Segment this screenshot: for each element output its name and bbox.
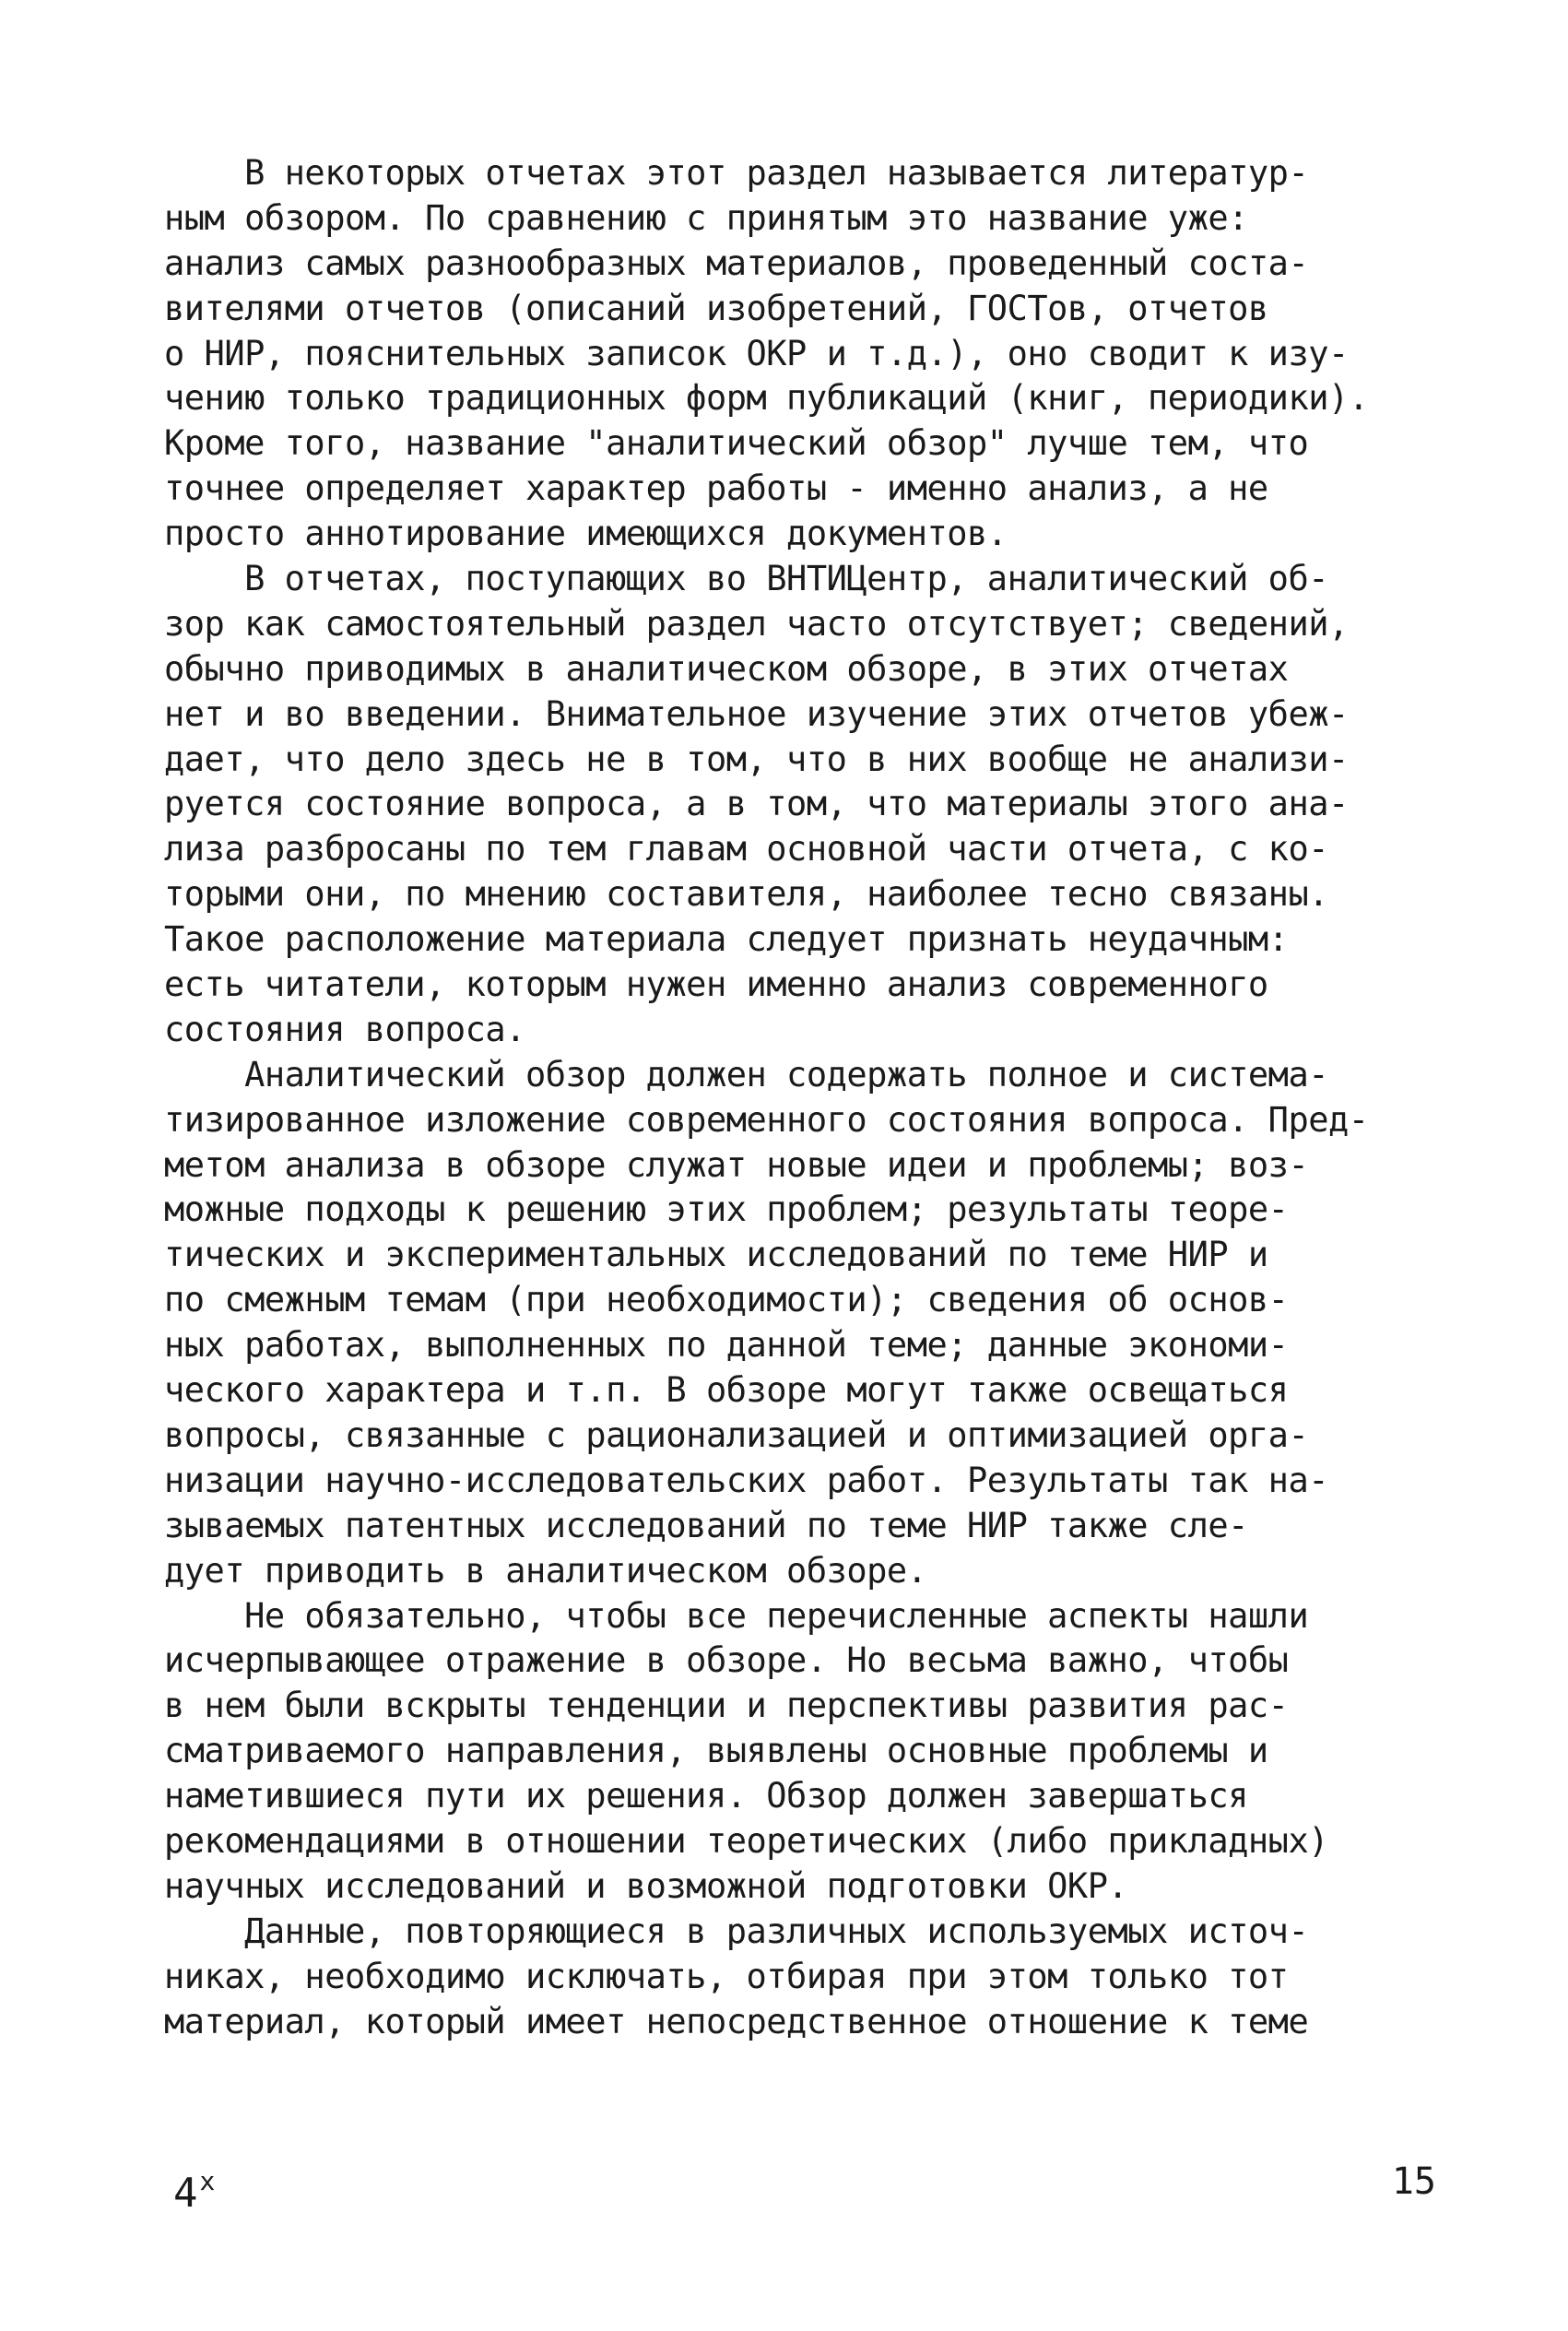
text-line: рекомендациями в отношении теоретических (либо прикладных): [164, 1820, 1329, 1861]
text-line: точнее определяет характер работы - именно анализ, а не: [164, 468, 1268, 509]
text-line: чению только традиционных форм публикаций (книг, периодики).: [164, 378, 1369, 419]
text-line: метом анализа в обзоре служат новые идеи и проблемы; воз-: [164, 1144, 1309, 1185]
text-line: по смежным темам (при необходимости); сведения об основ-: [164, 1280, 1289, 1320]
text-line: просто аннотирование имеющихся документов.: [164, 514, 1008, 554]
page-number: 15: [1391, 2160, 1436, 2203]
text-line: Не обязательно, чтобы все перечисленные аспекты нашли: [164, 1595, 1309, 1636]
text-line: дает, что дело здесь не в том, что в них вообще не анализи-: [164, 739, 1349, 779]
text-line: сматриваемого направления, выявлены основные проблемы и: [164, 1731, 1268, 1771]
text-line: торыми они, по мнению составителя, наиболее тесно связаны.: [164, 874, 1329, 915]
text-line: Аналитический обзор должен содержать полное и система-: [164, 1054, 1329, 1095]
text-line: тических и экспериментальных исследований по теме НИР и: [164, 1235, 1268, 1275]
text-line: Кроме того, название "аналитический обзор" лучше тем, что: [164, 423, 1309, 464]
text-line: наметившиеся пути их решения. Обзор должен завершаться: [164, 1776, 1248, 1816]
text-line: зываемых патентных исследований по теме НИР также сле-: [164, 1505, 1248, 1545]
text-line: ным обзором. По сравнению с принятым это название уже:: [164, 197, 1248, 238]
text-line: исчерпывающее отражение в обзоре. Но весьма важно, чтобы: [164, 1640, 1289, 1681]
text-line: зор как самостоятельный раздел часто отсутствует; сведений,: [164, 603, 1349, 644]
printer-signature-mark: [173, 2154, 215, 2221]
text-line: состояния вопроса.: [164, 1009, 525, 1049]
text-line: ческого характера и т.п. В обзоре могут также освещаться: [164, 1370, 1289, 1411]
text-line: никах, необходимо исключать, отбирая при этом только тот: [164, 1956, 1289, 1996]
text-line: можные подходы к решению этих проблем; результаты теоре-: [164, 1189, 1289, 1230]
text-line: в нем были вскрыты тенденции и перспективы развития рас-: [164, 1686, 1289, 1726]
text-line: материал, который имеет непосредственное отношение к теме: [164, 2001, 1309, 2041]
text-line: о НИР, пояснительных записок ОКР и т.д.), оно сводит к изу-: [164, 333, 1349, 373]
signature-superscript: x: [199, 2166, 216, 2196]
text-line: низации научно-исследовательских работ. Результаты так на-: [164, 1460, 1329, 1500]
body-text: [164, 151, 1455, 2044]
text-line: обычно приводимых в аналитическом обзоре, в этих отчетах: [164, 648, 1289, 689]
text-line: ных работах, выполненных по данной теме; данные экономи-: [164, 1325, 1289, 1366]
text-line: дует приводить в аналитическом обзоре.: [164, 1550, 927, 1591]
text-line: вопросы, связанные с рационализацией и оптимизацией орга-: [164, 1414, 1309, 1455]
text-line: руется состояние вопроса, а в том, что материалы этого ана-: [164, 784, 1349, 824]
signature-number: 4: [173, 2170, 198, 2217]
text-line: Такое расположение материала следует признать неудачным:: [164, 919, 1289, 960]
page-footer: [164, 2154, 1436, 2219]
text-line: есть читатели, которым нужен именно анализ современного: [164, 964, 1268, 1005]
text-line: научных исследований и возможной подготовки ОКР.: [164, 1865, 1128, 1906]
text-line: Данные, повторяющиеся в различных используемых источ-: [164, 1911, 1309, 1951]
text-line: лиза разбросаны по тем главам основной части отчета, с ко-: [164, 829, 1329, 870]
text-line: вителями отчетов (описаний изобретений, ГОСТов, отчетов: [164, 288, 1268, 328]
text-line: В некоторых отчетах этот раздел называется литератур-: [164, 153, 1309, 193]
text-line: тизированное изложение современного состояния вопроса. Пред-: [164, 1099, 1369, 1140]
text-line: В отчетах, поступающих во ВНТИЦентр, аналитический об-: [164, 559, 1329, 599]
text-line: анализ самых разнообразных материалов, проведенный соста-: [164, 243, 1309, 283]
text-line: нет и во введении. Внимательное изучение этих отчетов убеж-: [164, 693, 1349, 734]
